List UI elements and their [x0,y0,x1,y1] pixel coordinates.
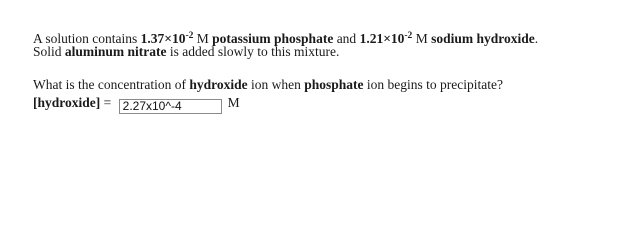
question-text [33,77,503,92]
concentration-2 [360,31,413,46]
conc1-exponent: -2 [185,31,194,41]
line2-suffix: is added slowly to this mixture. [166,44,340,59]
question-ion-1: hydroxide [189,77,248,92]
answer-label: [hydroxide] [33,95,101,110]
unit-1: M [193,31,213,46]
added-salt: aluminum nitrate [64,44,167,59]
question-middle: ion when [247,77,305,92]
problem-statement-line-2 [33,44,339,59]
conc1-mantissa: 1.37×10 [140,31,186,46]
answer-row [33,95,240,114]
equals-sign: = [100,95,115,110]
line2-prefix: Solid [33,44,65,59]
conc2-exponent: -2 [404,31,413,41]
species-2: sodium hydroxide [431,31,535,46]
question-ion-2: phosphate [304,77,364,92]
question-prefix: What is the concentration of [33,77,190,92]
answer-unit: M [227,95,240,110]
species-1: potassium phosphate [212,31,334,46]
question-suffix: ion begins to precipitate? [363,77,503,92]
line1-end: . [534,31,539,46]
conc2-mantissa: 1.21×10 [359,31,405,46]
unit-2: M [412,31,432,46]
and-text: and [333,31,360,46]
answer-input[interactable]: 2.27x10^-4 [119,99,222,114]
line1-prefix: A solution contains [33,31,141,46]
